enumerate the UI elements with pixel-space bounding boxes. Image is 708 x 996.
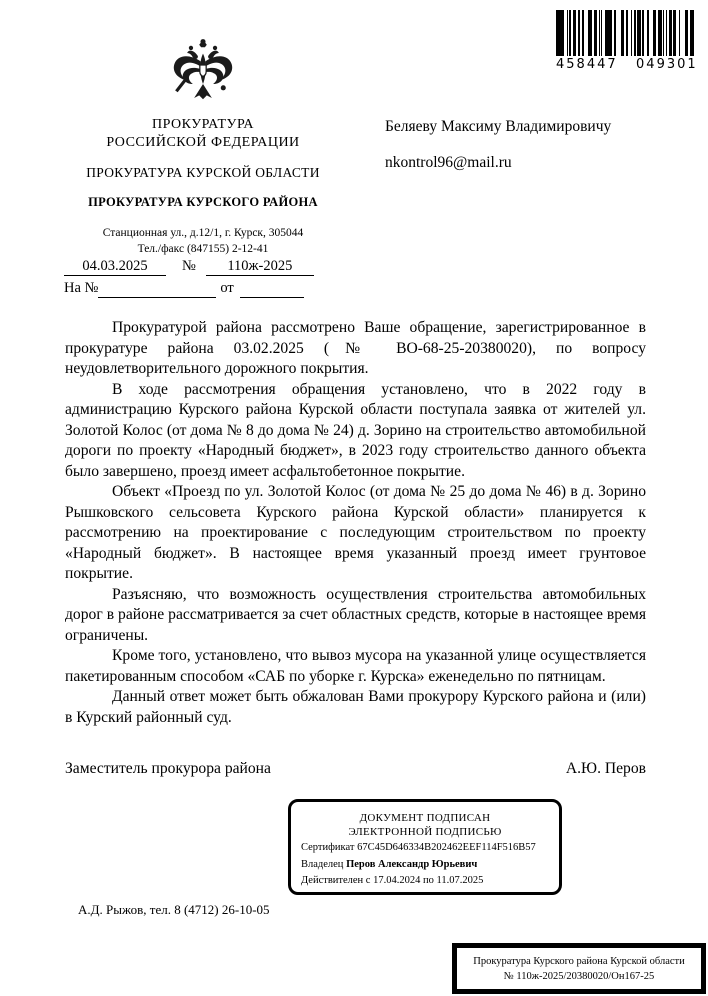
paragraph-4: Разъясняю, что возможность осуществления строительства автомобильных дорог в районе рассматривается за счет областных средств, которые в настоящее время ограничены. [65,585,646,644]
signature-row [65,760,646,778]
addressee-block [385,118,685,172]
barcode-digits: 458447 049301 [556,57,698,72]
valid-to-date: 11.07.2025 [436,875,484,886]
paragraph-1: Прокуратурой района рассмотрено Ваше обращение, зарегистрированное в прокуратуре района 03.02.2025 (№ ВО-68-25-20380020), по вопросу неудовлетворительного дорожного покрытия. [65,319,646,377]
registration-org: Прокуратура Курского района Курской области [473,955,685,967]
org-name-federation-line1: ПРОКУРАТУРА [151,117,255,132]
paragraph-3: Объект «Проезд по ул. Золотой Колос (от дома № 25 до дома № 46) в д. Зорино Рышковского сельсовета Курского района Курской области» планируется к рассмотрению на проектирование с последующим строительством по проекту «Народный бюджет». В настоящее время указанный проезд имеет грунтовое покрытие. [65,483,646,582]
paragraph-5: Кроме того, установлено, что вывоз мусора на указанной улице осуществляется пакетированным способом «САБ по уборке г. Курска» еженедельно по пятницам. [65,647,646,685]
certificate-label: Сертификат [301,842,355,853]
org-name-region: ПРОКУРАТУРА КУРСКОЙ ОБЛАСТИ [86,165,320,180]
stamp-owner-line [301,857,549,873]
signer-position: Заместитель прокурора района [65,760,271,777]
org-phone: Тел./факс (847155) 2-12-41 [137,243,269,255]
document-number: 110ж-2025 [206,258,314,276]
registration-stamp-box [452,943,706,994]
letterhead [58,36,348,257]
registration-number: № 110ж-2025/20380020/Он167-25 [503,970,655,982]
valid-label: Действителен с [301,875,371,886]
owner-label: Владелец [301,858,344,870]
registration-stamp-inner [456,947,702,990]
coat-of-arms-icon [165,36,241,108]
executor-contact: А.Д. Рыжов, тел. 8 (4712) 26-10-05 [78,902,270,917]
reference-row-reply [64,280,344,298]
esignature-stamp [288,799,562,895]
reply-number-blank [98,280,216,298]
stamp-certificate-line [301,840,549,856]
certificate-value: 67C45D646334B202462EEF114F516B57 [357,842,536,853]
org-address: Станционная ул., д.12/1, г. Курск, 305044 [102,227,304,239]
stamp-validity-line [301,873,549,889]
letter-body [65,318,646,728]
stamp-title-line2: ЭЛЕКТРОННОЙ ПОДПИСЬЮ [348,826,502,838]
valid-to-label: по [422,875,434,886]
number-sign: № [182,258,196,274]
ot-label: от [220,280,234,296]
reply-date-blank [240,280,304,298]
owner-name: Перов Александр Юрьевич [346,858,478,870]
paragraph-6: Данный ответ может быть обжалован Вами прокурору Курского района и (или) в Курский районный суд. [65,688,646,726]
addressee-email: nkontrol96@mail.ru [385,154,512,171]
org-name-federation-line2: РОССИЙСКОЙ ФЕДЕРАЦИИ [106,135,300,150]
signer-name: А.Ю. Перов [565,760,646,777]
barcode-bars-icon [556,10,694,56]
org-name-district: ПРОКУРАТУРА КУРСКОГО РАЙОНА [88,195,318,209]
reference-row-date [64,258,344,276]
document-date: 04.03.2025 [64,258,166,276]
stamp-title-line1: ДОКУМЕНТ ПОДПИСАН [359,812,491,824]
paragraph-2: В ходе рассмотрения обращения установлено, что в 2022 году в администрацию Курского района Курской области поступала заявка от жителей ул. Золотой Колос (от дома № 8 до дома № 24) д. Зорино на строительство автомобильной дороги по проекту «Народный бюджет», в 2023 году строительство данного объекта было завершено, проезд имеет асфальтобетонное покрытие. [65,380,646,480]
valid-from-date: 17.04.2024 [373,875,421,886]
barcode [556,10,698,72]
addressee-name: Беляеву Максиму Владимировичу [385,118,612,135]
na-label: На № [64,280,99,296]
